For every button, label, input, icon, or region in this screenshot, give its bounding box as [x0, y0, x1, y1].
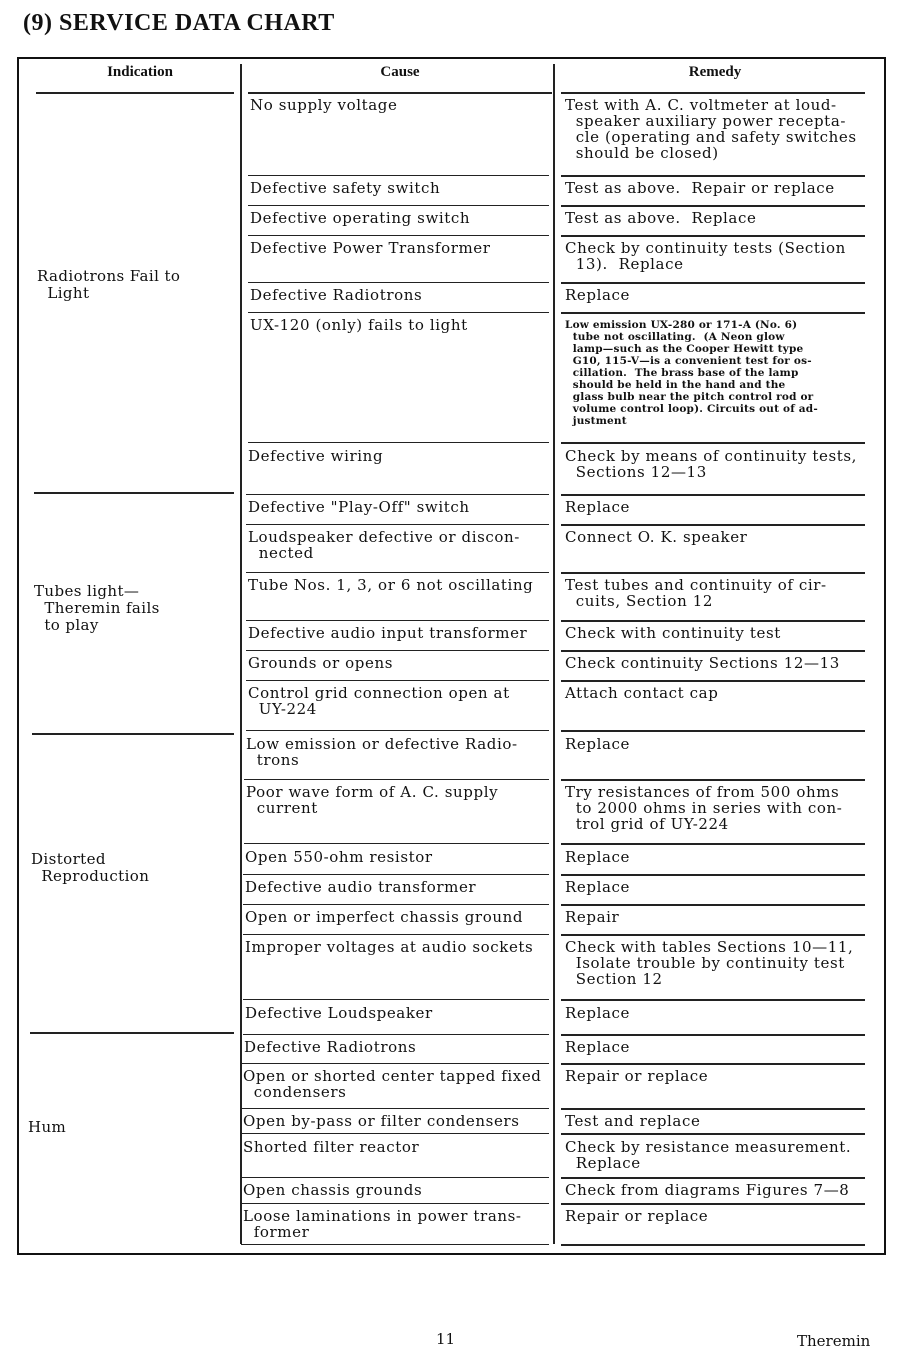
cause-row-rule	[244, 843, 549, 844]
cause-row-rule	[248, 442, 549, 443]
cause-row-rule	[246, 680, 549, 681]
cause-cell: Defective wiring	[248, 447, 384, 465]
indication-radiotrons-fail: Radiotrons Fail to Light	[37, 267, 181, 302]
cause-row-rule	[241, 1203, 549, 1204]
remedy-row-rule	[561, 650, 865, 652]
cause-cell: Defective operating switch	[250, 209, 471, 227]
cause-cell: Grounds or opens	[248, 654, 394, 672]
remedy-row-rule	[561, 730, 865, 732]
cause-cell: UX-120 (only) fails to light	[250, 316, 468, 334]
remedy-cell: Check with continuity test	[565, 624, 781, 642]
remedy-cell: Check by means of continuity tests, Sections 12—13	[565, 447, 858, 481]
remedy-row-rule	[561, 904, 865, 906]
cause-row-rule	[246, 572, 549, 573]
remedy-row-rule	[561, 235, 865, 237]
cause-row-rule	[241, 1244, 549, 1245]
cause-row-rule	[243, 904, 549, 905]
header-cause: Cause	[380, 64, 420, 80]
cause-row-rule	[241, 1108, 549, 1109]
remedy-row-rule	[561, 934, 865, 936]
remedy-row-rule	[561, 1063, 865, 1065]
cause-cell: Shorted filter reactor	[243, 1138, 420, 1156]
header-remedy: Remedy	[688, 64, 742, 80]
remedy-row-rule	[561, 1203, 865, 1205]
remedy-row-rule	[561, 205, 865, 207]
remedy-row-rule	[561, 620, 865, 622]
page-number: 11	[436, 1330, 456, 1348]
indication-distorted: Distorted Reproduction	[31, 850, 150, 885]
cause-row-rule	[248, 282, 549, 283]
column-divider-left	[240, 64, 242, 1244]
cause-cell: Defective Radiotrons	[244, 1038, 417, 1056]
cause-cell: Defective Loudspeaker	[245, 1004, 433, 1022]
remedy-cell: Test as above. Repair or replace	[565, 179, 835, 197]
remedy-row-rule	[561, 442, 865, 444]
remedy-row-rule	[561, 779, 865, 781]
cause-row-rule	[248, 175, 549, 176]
cause-cell: Open or imperfect chassis ground	[245, 908, 524, 926]
cause-cell: Defective "Play-Off" switch	[248, 498, 470, 516]
remedy-row-rule	[561, 1034, 865, 1036]
remedy-cell: Test tubes and continuity of cir- cuits, Section 12	[565, 576, 827, 610]
cause-row-rule	[246, 730, 549, 731]
cause-row-rule	[243, 874, 549, 875]
cause-cell: Defective audio transformer	[245, 878, 477, 896]
cause-row-rule	[248, 312, 549, 313]
remedy-cell: Replace	[565, 848, 630, 866]
header-rule	[561, 92, 865, 94]
remedy-cell: Check by resistance measurement. Replace	[565, 1138, 852, 1172]
remedy-row-rule	[561, 524, 865, 526]
remedy-cell: Replace	[565, 878, 630, 896]
remedy-cell: Low emission UX-280 or 171-A (No. 6) tube not oscillating. (A Neon glow lamp—such as the Cooper Hewitt type G10, 115-V—is a convenient test for os- cillation. The brass base of the lamp should be held in the hand and the glass bulb near the pitch control rod or volume control loop). Circuits out of ad- justment	[565, 319, 818, 427]
remedy-cell: Replace	[565, 1038, 630, 1056]
cause-row-rule	[246, 524, 549, 525]
remedy-row-rule	[561, 1177, 865, 1179]
cause-cell: Open by-pass or filter condensers	[243, 1112, 520, 1130]
remedy-cell: Check with tables Sections 10—11, Isolate trouble by continuity test Section 12	[565, 938, 854, 988]
remedy-cell: Try resistances of from 500 ohms to 2000 ohms in series with con- trol grid of UY-224	[565, 783, 843, 833]
cause-cell: Tube Nos. 1, 3, or 6 not oscillating	[248, 576, 534, 594]
remedy-cell: Repair or replace	[565, 1207, 709, 1225]
remedy-cell: Check from diagrams Figures 7—8	[565, 1181, 850, 1199]
cause-row-rule	[241, 1177, 549, 1178]
cause-cell: Defective Radiotrons	[250, 286, 423, 304]
cause-cell: Loudspeaker defective or discon- nected	[248, 528, 520, 562]
remedy-cell: Attach contact cap	[565, 684, 719, 702]
indication-rule	[32, 733, 234, 735]
indication-rule	[30, 1032, 234, 1034]
header-indication: Indication	[107, 64, 173, 80]
cause-cell: Defective audio input transformer	[248, 624, 528, 642]
remedy-cell: Replace	[565, 1004, 630, 1022]
remedy-cell: Replace	[565, 735, 630, 753]
remedy-cell: Connect O. K. speaker	[565, 528, 748, 546]
cause-row-rule	[243, 934, 549, 935]
running-title: Theremin	[797, 1332, 871, 1350]
cause-cell: Open or shorted center tapped fixed condensers	[243, 1067, 542, 1101]
cause-row-rule	[243, 999, 549, 1000]
remedy-row-rule	[561, 494, 865, 496]
cause-row-rule	[243, 1034, 549, 1035]
remedy-cell: Test as above. Replace	[565, 209, 757, 227]
remedy-cell: Repair or replace	[565, 1067, 709, 1085]
cause-row-rule	[246, 620, 549, 621]
remedy-row-rule	[561, 999, 865, 1001]
remedy-row-rule	[561, 175, 865, 177]
cause-cell: Defective Power Transformer	[250, 239, 491, 257]
cause-cell: Control grid connection open at UY-224	[248, 684, 510, 718]
remedy-row-rule	[561, 874, 865, 876]
remedy-row-rule	[561, 680, 865, 682]
cause-row-rule	[248, 235, 549, 236]
cause-cell: Open 550-ohm resistor	[245, 848, 433, 866]
remedy-cell: Repair	[565, 908, 620, 926]
cause-cell: Low emission or defective Radio- trons	[246, 735, 518, 769]
cause-row-rule	[246, 650, 549, 651]
remedy-row-rule	[561, 843, 865, 845]
remedy-row-rule	[561, 1244, 865, 1246]
remedy-row-rule	[561, 1108, 865, 1110]
cause-row-rule	[241, 1133, 549, 1134]
remedy-cell: Test and replace	[565, 1112, 701, 1130]
cause-cell: Loose laminations in power trans- former	[243, 1207, 522, 1241]
remedy-cell: Check by continuity tests (Section 13). Replace	[565, 239, 846, 273]
cause-cell: Improper voltages at audio sockets	[245, 938, 534, 956]
indication-hum: Hum	[28, 1118, 67, 1136]
remedy-cell: Replace	[565, 498, 630, 516]
page-title: (9) SERVICE DATA CHART	[23, 10, 335, 36]
cause-row-rule	[244, 779, 549, 780]
remedy-cell: Test with A. C. voltmeter at loud- speaker auxiliary power recepta- cle (operating and safety switches should be closed)	[565, 96, 857, 162]
remedy-cell: Check continuity Sections 12—13	[565, 654, 840, 672]
cause-row-rule	[248, 205, 549, 206]
remedy-row-rule	[561, 312, 865, 314]
indication-rule	[34, 492, 234, 494]
cause-row-rule	[242, 1063, 549, 1064]
cause-row-rule	[246, 494, 549, 495]
cause-cell: Open chassis grounds	[243, 1181, 423, 1199]
cause-cell: Defective safety switch	[250, 179, 441, 197]
cause-cell: Poor wave form of A. C. supply current	[246, 783, 499, 817]
indication-rule	[36, 92, 234, 94]
indication-tubes-light: Tubes light— Theremin fails to play	[34, 582, 160, 634]
remedy-row-rule	[561, 572, 865, 574]
cause-cell: No supply voltage	[250, 96, 398, 114]
remedy-row-rule	[561, 282, 865, 284]
header-rule	[248, 92, 552, 94]
column-divider-right	[553, 64, 555, 1244]
remedy-row-rule	[561, 1133, 865, 1135]
remedy-cell: Replace	[565, 286, 630, 304]
